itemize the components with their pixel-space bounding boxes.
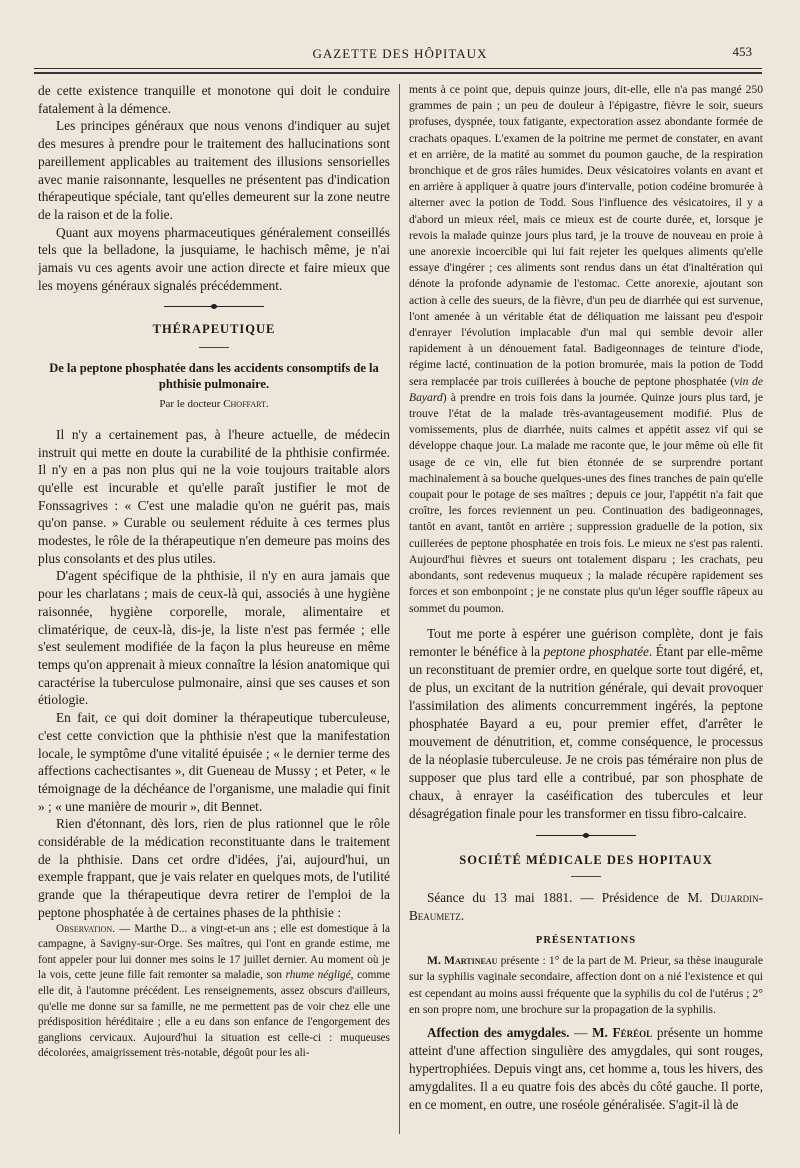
dash: — — [569, 1024, 593, 1040]
author-name: Choffart. — [223, 398, 269, 411]
observation-paragraph — [38, 922, 390, 1062]
article-author — [38, 396, 390, 414]
paragraph-text: présente un homme atteint d'une affection singulière des amygdales, qui sont rouges, hypertrophiées. Depuis vingt ans, cet homme a, tous les hivers, des amygdalites. Il a eu quatre fois des abcès du côté gauche. Il porte, en ce moment, en outre, une roséole généralisée. S'agit-il là de — [409, 1024, 763, 1112]
paragraph: D'agent spécifique de la phthisie, il n'y en aura jamais que pour les charlatans ; mais de ceux-là qui, associés à une hygiène raisonnée, hygiène corporelle, morale, alimentaire et climatérique, de ceux-là, dis-je, la liste n'est pas fermée ; elle s'est seulement modifiée de la façon la plus heureuse en même temps qu'on apprenait à mieux connaître la lésion anatomique qui caractérise la tuberculose pulmonaire, ainsi que ses causes et son étiologie. — [38, 568, 390, 708]
page-header — [0, 42, 800, 66]
header-rule — [34, 68, 762, 69]
left-column — [38, 82, 390, 1142]
article-title: De la peptone phosphatée dans les accidents consomptifs de la phthisie pulmonaire. — [49, 361, 379, 392]
observation-label: Observation. — [56, 922, 115, 935]
subsection-title: Affection des amygdales. — [427, 1024, 570, 1040]
observation-continuation — [409, 82, 763, 617]
section-title: SOCIÉTÉ MÉDICALE DES HOPITAUX — [459, 852, 713, 867]
observation-text: — Marthe D... a vingt-et-un ans ; elle est domestique à la campagne, à Savigny-sur-Orge. Ses maîtres, qui l'ont en grande estime, me font appeler pour lui donner mes soins le 17 juillet dernier. Au moment où je la vois, cette jeune fille fait remonter sa maladie, son — [38, 922, 390, 982]
short-rule — [199, 347, 229, 348]
observation-text: ments à ce point que, depuis quinze jours, dit-elle, elle n'a pas mangé 250 grammes de pain ; un peu de douleur à l'épigastre, fièvre le soir, sueurs profuses, dyspnée, toux fatigante, expectoration assez abondante formée de crachats opaques. L'examen de la poitrine me permet de constater, en avant et en arrière, de la matité au sommet du poumon gauche, de la respiration bronchique et de gros râles humides. Deux vésicatoires volants en avant et en arrière à appliquer à quatre jours d'intervalle, potion codéine bromurée à alterner avec la potion de Todd. Sous l'influence des vésicatoires, il y a d'abord un mieux réel, mais ce mieux est de courte durée, et, lorsque je revois la malade quinze jours plus tard, je la trouve de nouveau en proie à une anorexie incoercible qui lui fait rejeter les quelques aliments qu'elle essaye d'ingérer ; ces aliments sont rendus dans un état d'inaltération qui dénote la profonde adynamie de l'estomac. Cette anorexie, ajoutant son action à celle des sueurs, de la fièvre, d'un peu de diarrhée qui est survenue, l'ont amenée à un véritable état de déliquation me laissant peu d'espoir d'enrayer l'évolution implacable d'un mal qui semble devoir aller rapidement à un dénouement fatal. Badigeonnages de teinture d'iode, régime lacté, continuation de la potion bromurée, mais la potion de Todd sera remplacée par trois cuillerées à bouche de peptone phosphatée ( — [409, 83, 763, 388]
paragraph — [409, 625, 763, 823]
seance-text: Séance du 13 mai 1881. — Présidence de M. — [427, 889, 711, 905]
running-title: GAZETTE DES HÔPITAUX — [312, 46, 488, 61]
speaker-name: M. Martineau — [427, 954, 498, 968]
paragraph: Quant aux moyens pharmaceutiques généralement conseillés tels que la belladone, la jusquiame, le hachisch même, je n'ai jamais vu ces agents avoir une action directe et faire mieux que les moyens généraux signalés précédemment. — [38, 224, 390, 293]
paragraph: Il n'y a certainement pas, à l'heure actuelle, de médecin instruit qui mette en doute la curabilité de la phthisie confirmée. Il n'y en a pas non plus qui ne la voie toujours traitable alors qu'elle est incurable et qu'elle paraît justifier le mot de Fonssagrives : « C'est une maladie qu'on ne guérit pas, mais qu'on panse. » Curable ou seulement réduite à ces termes plus modestes, le rôle de la thérapeutique n'en demeure pas moins des plus consolants et des plus utiles. — [38, 426, 390, 566]
paragraph: de cette existence tranquille et monotone qui doit le conduire fatalement à la démence. — [38, 83, 390, 116]
paragraph: Les principes généraux que nous venons d'indiquer au sujet des mesures à prendre pour le traitement des hallucinations sont pareillement applicables au traitement des illusions sensorielles avec manie raisonnante, lesquelles ne présentent pas d'indication thérapeutique spéciale, tant qu'elles demeurent sur la zone neutre de la raison et de la folie. — [38, 118, 390, 222]
paragraph — [409, 1024, 763, 1114]
paragraph: Rien d'étonnant, dès lors, rien de plus rationnel que le rôle considérable de la médication reconstituante dans le traitement de la phthisie. Dans cet ordre d'idées, j'ai, aujourd'hui, un exemple frappant, que je vais relater en quelques mots, de l'utilité grande que la thérapeutique devra retirer de l'emploi de la peptone phosphatée à de certaines phases de la phthisie : — [38, 816, 390, 920]
paragraph-text: Tout me porte à espérer une guérison complète, dont je fais remonter le bénéfice à la — [409, 625, 763, 659]
observation-text-cont: ) à prendre en trois fois dans la journée. Quinze jours plus tard, je trouve l'état de la malade très-avantageusement modifié. Plus de vomissements, plus de diarrhée, nuits calmes et appétit assez vif qui se développe chaque jour. La malade me raconte que, le jour même où elle fit usage de ce vin, elle fut bien étonnée de se surprendre portant machinalement à sa bouche quelques-unes des fines tranches de pain qu'elle coupait pour le potage de ses maîtres ; depuis ce jour, l'appétit n'a fait que croître, les forces reviennent un peu. Continuation des badigeonnages, tantôt en avant, tantôt en arrière ; suppression graduelle de la potion, six cuillerées de peptone phosphatée en trois fois. Le mieux ne s'est pas ralenti. Aujourd'hui fièvres et sueurs ont totalement disparu ; les crachats, peu abondants, sont redevenus muqueux ; la malade récupère rapidement ses forces et son embonpoint ; je ne constate plus qu'un léger souffle râpeux au sommet du poumon. — [409, 390, 763, 615]
paragraph-text: présente : 1° de la part de M. Prieur, sa thèse inaugurale sur la syphilis vaginale secondaire, affection dont on a nié l'existence et qui est cependant au moins aussi fréquente que la syphilis du col de l'utérus ; 2° en son propre nom, une brochure sur la propagation de la syphilis. — [409, 954, 763, 1016]
header-rule-thick — [34, 72, 762, 74]
seance-president: Dujardin-Beaumetz. — [409, 889, 763, 923]
seance-line — [409, 889, 763, 925]
separator-ornament — [536, 835, 636, 836]
column-divider — [399, 84, 400, 1134]
short-rule — [571, 876, 601, 877]
author-prefix: Par le docteur — [159, 398, 224, 411]
separator-ornament — [164, 306, 264, 307]
speaker-name: M. Féréol — [592, 1024, 653, 1040]
paragraph-italic: peptone phosphatée — [543, 643, 649, 659]
section-title: THÉRAPEUTIQUE — [152, 322, 276, 337]
paragraph — [409, 953, 763, 1018]
paragraph-text-cont: . Étant par elle-même un reconstituant de premier ordre, en quelque sorte tout digéré, et, de plus, un excitant de la nutrition générale, qui devait provoquer l'assimilation des aliments concurremment ingérés, la peptone phosphatée Bayard a eu, pour premier effet, d'arrêter le mouvement de dénutrition, et, comme conséquence, le processus de la néoplasie tuberculeuse. Je ne crois pas téméraire non plus de supposer que plus tard elle a contribué, par son phosphate de chaux, à enrayer la caséification des tubercules et leur désagrégation finale pour les transformer en tissu fibro-calcaire. — [409, 643, 763, 821]
observation-italic: rhume négligé — [285, 969, 351, 982]
paragraph: En fait, ce qui doit dominer la thérapeutique tuberculeuse, c'est cette conviction que la phthisie n'est que la manifestation locale, le symptôme d'une vitalité épuisée ; « le dernier terme des affections cachectisantes », dit Gueneau de Mussy ; et Peter, « le témoignage de la déchéance de l'organisme, une maladie qui finit » ; « une manière de mourir », dit Bennet. — [38, 710, 390, 814]
page-number: 453 — [732, 44, 752, 59]
observation-italic: vin de Bayard — [409, 374, 763, 404]
presentations-heading: PRÉSENTATIONS — [535, 934, 637, 946]
observation-text-cont: , comme elle dit, à l'automne précédent. Les renseignements, assez obscurs d'ailleurs, qu'elle me donne sur sa famille, ne me permettent pas de voir chez elle une prédisposition héréditaire ; elle a eu dans son enfance de l'engorgement des ganglions cervicaux. Aujourd'hui la situation est celle-ci : muqueuses décolorées, amaigrissement très-notable, dégoût pour les ali- — [38, 969, 390, 1060]
right-column — [409, 82, 763, 1142]
